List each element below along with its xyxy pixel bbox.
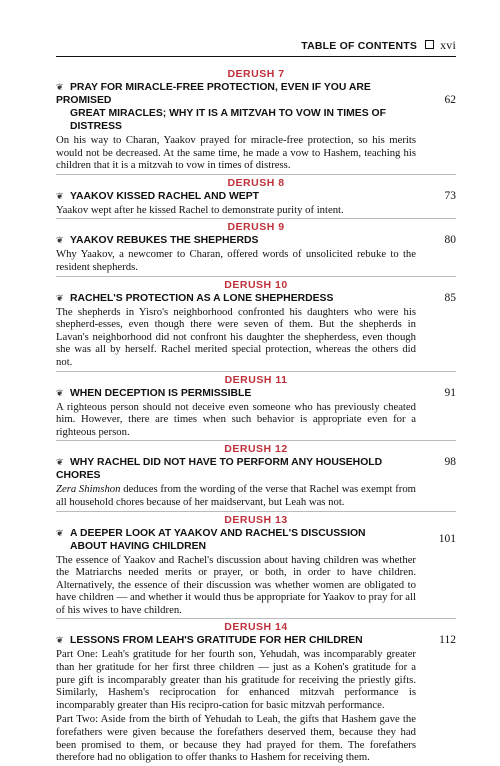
derush-heading: DERUSH 13 (56, 511, 456, 527)
book-title: Zera Shimshon (56, 483, 121, 496)
leaf-ornament-icon: ❦ (56, 387, 64, 398)
leaf-ornament-icon: ❦ (56, 457, 64, 468)
toc-entry[interactable] (56, 456, 456, 508)
entry-page-number: 101 (438, 532, 456, 545)
header-rule (56, 56, 456, 57)
entry-description: Why Yaakov, a newcomer to Charan, offered words of unsolicited rebuke to the resident shepherds. (56, 248, 416, 273)
entry-description: Zera Shimshon deduces from the wording of the verse that Rachel was exempt from all household chores because of her maidservant, but Leah was not. (56, 483, 417, 508)
toc-entry[interactable] (56, 81, 456, 172)
leaf-ornament-icon: ❦ (56, 527, 64, 538)
running-header (60, 38, 456, 53)
toc-section (56, 511, 456, 617)
toc-entry[interactable] (56, 634, 456, 763)
entry-title: ❦ PRAY FOR MIRACLE-FREE PROTECTION, EVEN IF YOU ARE PROMISED GREAT MIRACLES; WHY IT IS A MITZVAH TO VOW IN TIMES OF DISTRESS 62 (56, 82, 456, 132)
toc-section (56, 218, 456, 273)
toc-section (56, 371, 456, 439)
entry-description-part-two: Part Two: Aside from the birth of Yehudah to Leah, the gifts that Hashem gave the forefathers were given because the forefathers deserved them, because they had been promised to them, or because they had prayed for them. The forefathers therefore had no obligation to offer thanks to Hashem for receiving them. (56, 713, 416, 764)
toc-list (56, 66, 456, 766)
entry-title: ❦ YAAKOV REBUKES THE SHEPHERDS 80 (56, 234, 456, 247)
entry-page-number: 80 (444, 234, 456, 247)
toc-entry[interactable] (56, 292, 456, 369)
entry-title: ❦ RACHEL'S PROTECTION AS A LONE SHEPHERDESS 85 (56, 291, 456, 304)
header-page-number: xvi (440, 38, 456, 52)
toc-entry[interactable] (56, 527, 456, 617)
header-title: TABLE OF CONTENTS (301, 40, 418, 52)
toc-section (56, 276, 456, 369)
leaf-ornament-icon: ❦ (56, 82, 64, 92)
entry-title: ❦ A DEEPER LOOK AT YAAKOV AND RACHEL'S DISCUSSION ABOUT HAVING CHILDREN 101 (56, 527, 456, 552)
derush-heading: DERUSH 7 (227, 68, 285, 80)
square-ornament-icon (425, 40, 434, 49)
leaf-ornament-icon: ❦ (56, 190, 64, 201)
entry-page-number: 85 (444, 291, 456, 304)
entry-description: Yaakov wept after he kissed Rachel to demonstrate purity of intent. (56, 203, 344, 216)
entry-title: ❦ WHEN DECEPTION IS PERMISSIBLE 91 (56, 386, 456, 399)
leaf-ornament-icon: ❦ (56, 235, 64, 246)
entry-page-number: 62 (444, 94, 456, 106)
derush-heading: DERUSH 11 (56, 371, 456, 387)
entry-page-number: 112 (439, 634, 456, 647)
entry-page-number: 98 (444, 456, 456, 469)
leaf-ornament-icon: ❦ (56, 292, 64, 303)
toc-entry[interactable] (56, 190, 456, 217)
leaf-ornament-icon: ❦ (56, 635, 64, 646)
toc-entry[interactable] (56, 234, 456, 273)
entry-title: ❦ WHY RACHEL DID NOT HAVE TO PERFORM ANY HOUSEHOLD CHORES 98 (56, 456, 456, 482)
derush-heading: DERUSH 14 (56, 618, 456, 634)
derush-heading: DERUSH 10 (56, 276, 456, 292)
toc-section (56, 440, 456, 508)
entry-title: ❦ LESSONS FROM LEAH'S GRATITUDE FOR HER CHILDREN 112 (56, 634, 456, 647)
entry-description: The essence of Yaakov and Rachel's discussion about having children was whether the Matriarchs needed merits or prayer, or both, in order to have children. Alternatively, the essence of their discussion was whether women are obligated to have children — and whether it would thus be appropriate for Yaakov to pray for all of his wives to have children. (56, 553, 416, 616)
entry-page-number: 73 (444, 189, 456, 202)
entry-description: The shepherds in Yisro's neighborhood confronted his daughters who were his shepherd-esses, even though there were seven of them. But the shepherds in Lavan's neighborhood did not confront his daughter the shepherdess, even though she was all by herself. Rachel merited special protection, whereas the others did not. (56, 305, 416, 368)
toc-section (56, 174, 456, 217)
entry-description: Part One: Leah's gratitude for her fourth son, Yehudah, was incomparably greater than her gratitude for her first three children — just as a Kohen's gratitude for a pure gift is incomparably greater than his gratitude for receiving the priestly gifts. Similarly, Hashem's reciprocation for enhanced mitzvah performance is incomparably greater than His recipro-cation for basic mitzvah performance. (56, 648, 416, 711)
toc-section (56, 66, 456, 172)
toc-entry[interactable] (56, 387, 456, 439)
derush-heading: DERUSH 12 (56, 440, 456, 456)
derush-heading: DERUSH 8 (56, 174, 456, 190)
entry-page-number: 91 (444, 386, 456, 399)
entry-title: ❦ YAAKOV KISSED RACHEL AND WEPT 73 (56, 189, 456, 202)
derush-heading: DERUSH 9 (56, 218, 456, 234)
entry-description: A righteous person should not deceive even someone who has previously cheated him. However, there are times when such behavior is appropriate even for a righteous person. (56, 400, 416, 438)
entry-description: On his way to Charan, Yaakov prayed for miracle-free protection, so his merits would not be decreased. At the same time, he made a vow to Hashem, teaching his children that it is a mitzvah to vow in times of distress. (56, 134, 416, 172)
toc-section (56, 618, 456, 763)
